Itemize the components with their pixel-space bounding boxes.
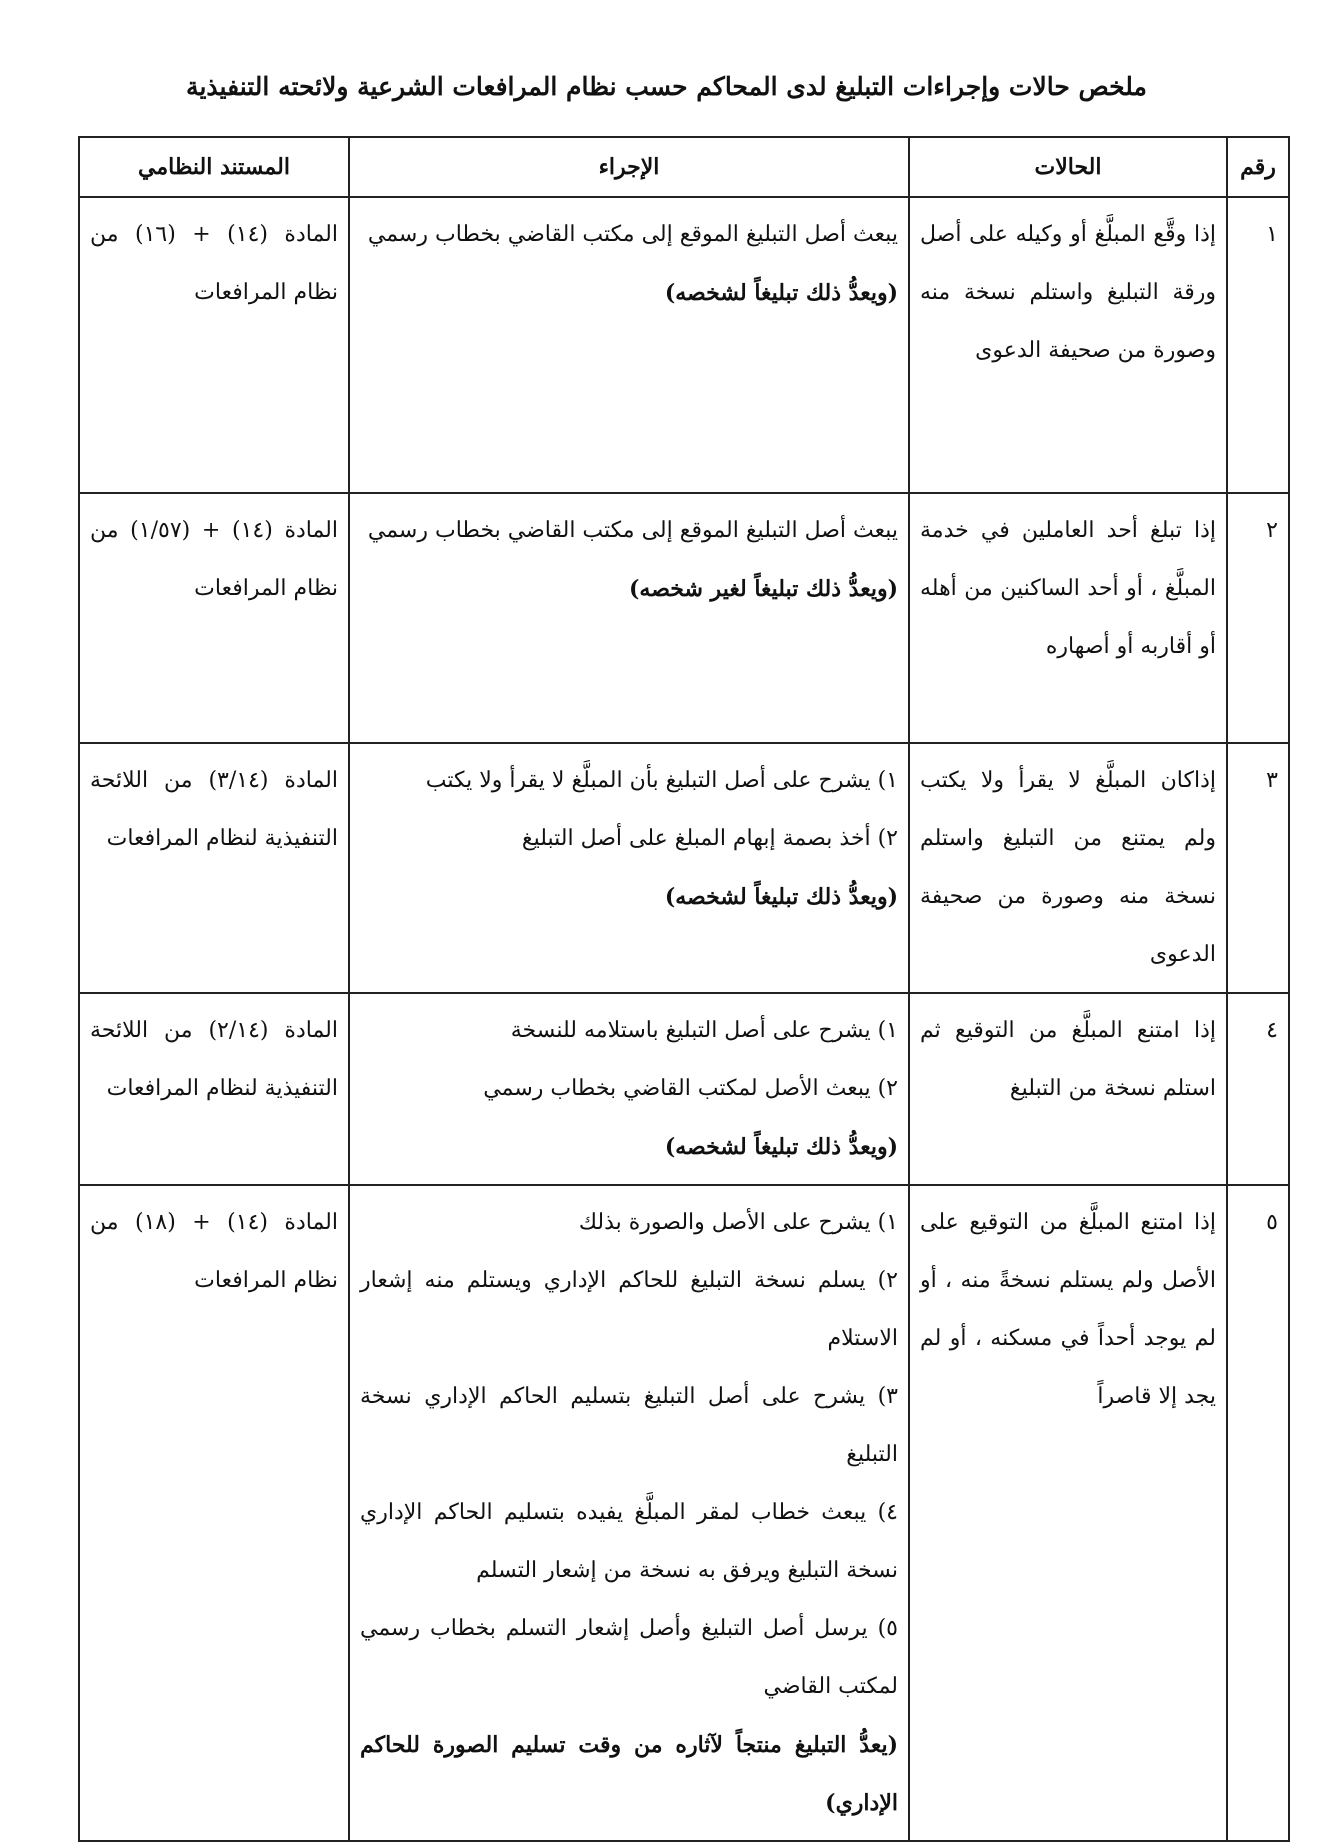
summary-table (78, 136, 1290, 1842)
header-procedure: الإجراء (349, 137, 909, 197)
procedure-step: يبعث أصل التبليغ الموقع إلى مكتب القاضي بخطاب رسمي (367, 222, 898, 247)
procedure-step: ٢) يبعث الأصل لمكتب القاضي بخطاب رسمي (483, 1076, 898, 1101)
document-title: ملخص حالات وإجراءات التبليغ لدى المحاكم حسب نظام المرافعات الشرعية ولائحته التنفيذية (186, 72, 1147, 101)
header-case: الحالات (909, 137, 1227, 197)
procedure-cell (349, 493, 909, 743)
table-header-row (79, 137, 1289, 197)
header-reference: المستند النظامي (79, 137, 349, 197)
table-row (79, 993, 1289, 1185)
reference-cell: المادة (١٤) + (١٨) من نظام المرافعات (79, 1185, 349, 1841)
header-num: رقم (1227, 137, 1289, 197)
case-cell: إذا تبلغ أحد العاملين في خدمة المبلَّغ ، أو أحد الساكنين من أهله أو أقاربه أو أصهاره (909, 493, 1227, 743)
procedure-note: (ويعدُّ ذلك تبليغاً لغير شخصه) (628, 576, 898, 602)
row-number: ٣ (1227, 743, 1289, 993)
procedure-step: ٥) يرسل أصل التبليغ وأصل إشعار التسلم بخطاب رسمي لمكتب القاضي (360, 1616, 898, 1699)
procedure-cell (349, 1185, 909, 1841)
case-cell: إذا امتنع المبلَّغ من التوقيع على الأصل ولم يستلم نسخةً منه ، أو لم يوجد أحداً في مسكنه ، أو لم يجد إلا قاصراً (909, 1185, 1227, 1841)
procedure-note: (ويعدُّ ذلك تبليغاً لشخصه) (664, 884, 898, 910)
procedure-step: يبعث أصل التبليغ الموقع إلى مكتب القاضي بخطاب رسمي (367, 518, 898, 543)
procedure-step: ٢) يسلم نسخة التبليغ للحاكم الإداري ويستلم منه إشعار الاستلام (360, 1268, 898, 1351)
reference-cell: المادة (٢/١٤) من اللائحة التنفيذية لنظام المرافعات (79, 993, 349, 1185)
procedure-cell (349, 743, 909, 993)
procedure-step: ١) يشرح على أصل التبليغ بأن المبلَّغ لا يقرأ ولا يكتب (425, 768, 898, 793)
reference-cell: المادة (٣/١٤) من اللائحة التنفيذية لنظام المرافعات (79, 743, 349, 993)
case-cell: إذا امتنع المبلَّغ من التوقيع ثم استلم نسخة من التبليغ (909, 993, 1227, 1185)
case-cell: إذا وقَّع المبلَّغ أو وكيله على أصل ورقة التبليغ واستلم نسخة منه وصورة من صحيفة الدعوى (909, 197, 1227, 493)
reference-cell: المادة (١٤) + (١/٥٧) من نظام المرافعات (79, 493, 349, 743)
procedure-step: ١) يشرح على الأصل والصورة بذلك (578, 1210, 898, 1235)
procedure-note: (ويعدُّ ذلك تبليغاً لشخصه) (664, 1134, 898, 1160)
row-number: ٤ (1227, 993, 1289, 1185)
row-number: ١ (1227, 197, 1289, 493)
reference-cell: المادة (١٤) + (١٦) من نظام المرافعات (79, 197, 349, 493)
procedure-step: ٤) يبعث خطاب لمقر المبلَّغ يفيده بتسليم الحاكم الإداري نسخة التبليغ ويرفق به نسخة من إشعار التسلم (360, 1500, 898, 1583)
procedure-cell (349, 993, 909, 1185)
table-row (79, 197, 1289, 493)
table-row (79, 493, 1289, 743)
row-number: ٥ (1227, 1185, 1289, 1841)
table-row (79, 1185, 1289, 1841)
table-row (79, 743, 1289, 993)
row-number: ٢ (1227, 493, 1289, 743)
procedure-note: (يعدُّ التبليغ منتجاً لآثاره من وقت تسليم الصورة للحاكم الإداري) (360, 1732, 898, 1816)
procedure-step: ٣) يشرح على أصل التبليغ بتسليم الحاكم الإداري نسخة التبليغ (360, 1384, 898, 1467)
procedure-step: ٢) أخذ بصمة إبهام المبلغ على أصل التبليغ (521, 826, 898, 851)
procedure-step: ١) يشرح على أصل التبليغ باستلامه للنسخة (510, 1018, 898, 1043)
procedure-note: (ويعدُّ ذلك تبليغاً لشخصه) (664, 280, 898, 306)
procedure-cell (349, 197, 909, 493)
case-cell: إذاكان المبلَّغ لا يقرأ ولا يكتب ولم يمتنع من التبليغ واستلم نسخة منه وصورة من صحيفة الدعوى (909, 743, 1227, 993)
